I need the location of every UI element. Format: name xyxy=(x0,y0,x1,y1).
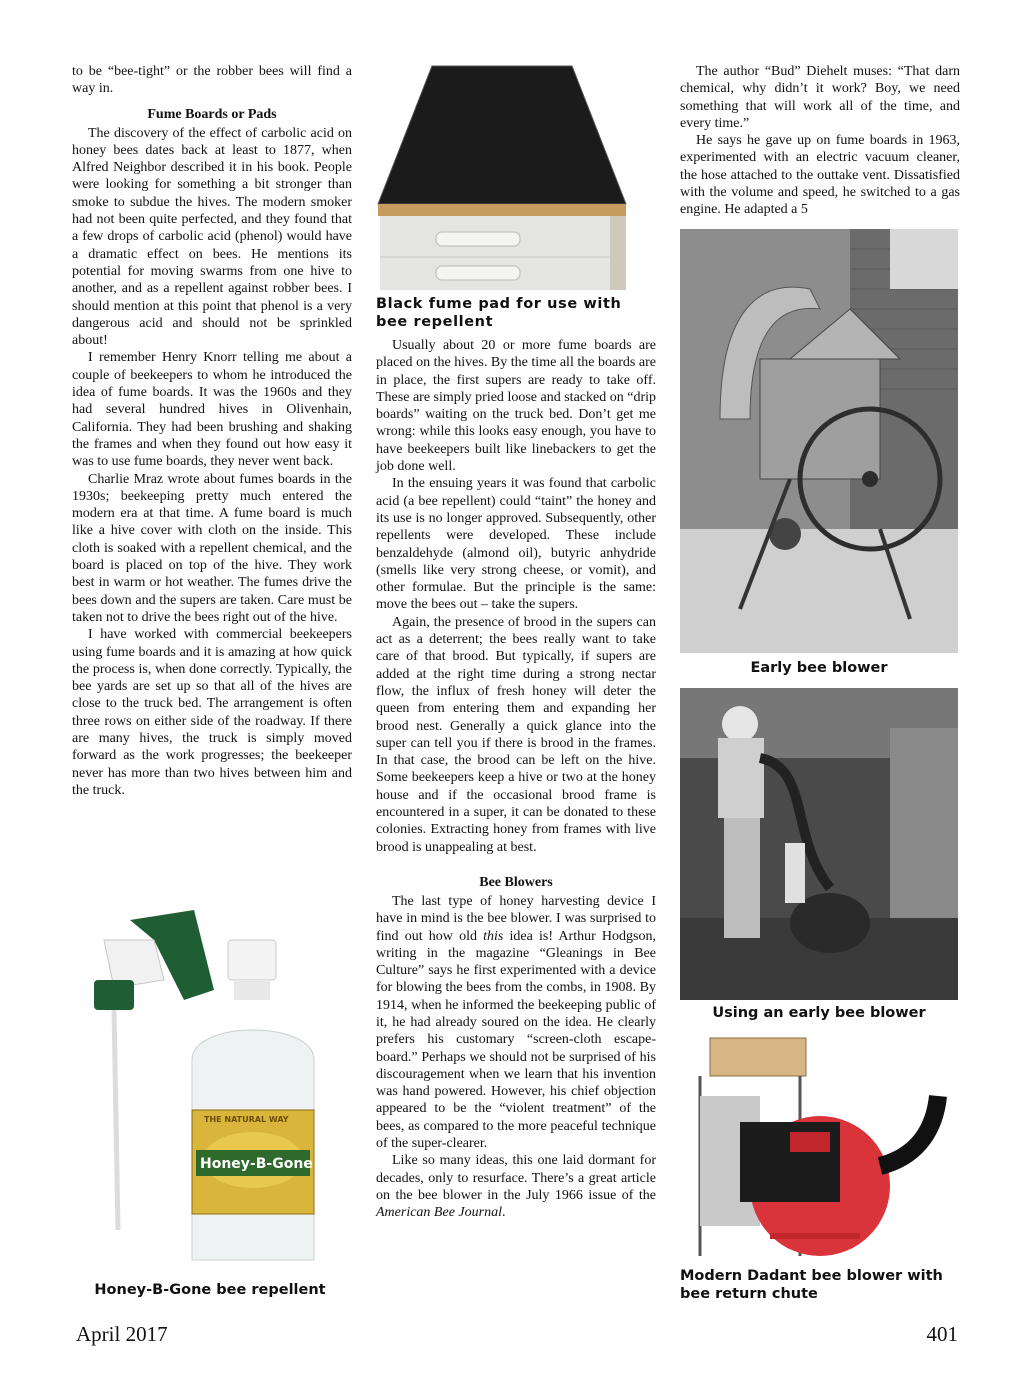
caption-using-blower: Using an early bee blower xyxy=(712,1005,926,1021)
paragraph xyxy=(376,893,656,1152)
caption-early-blower: Early bee blower xyxy=(750,660,888,676)
paragraph: Charlie Mraz wrote about fumes boards in the 1930s; beekeeping pretty much entered the modern era at that time. A fume board is much like a hive cover with cloth on the inside. This cloth is soaked with a repellent chemical, and the board is placed on top of the hive. They work best in warm or hot weather. The fumes drive the bees down and the supers are taken. Care must be taken not to drive the bees right out of the hive. xyxy=(72,471,352,625)
early-bee-blower-photo xyxy=(680,229,958,653)
using-bee-blower-image xyxy=(680,688,958,1000)
honey-b-gone-photo xyxy=(84,900,336,1272)
early-bee-blower-image xyxy=(680,229,958,653)
fume-pad-photo xyxy=(376,64,628,290)
paragraph: The author “Bud” Diehelt muses: “That darn chemical, why didn’t it work? Boy, we need something that will work all of the time, and every time.” xyxy=(680,64,960,131)
section-heading-fume-boards: Fume Boards or Pads xyxy=(147,106,277,122)
text-run: Like so many ideas, this one laid dormant for decades, only to resurface. There’s a great article on the bee blower in the July 1966 issue of the xyxy=(376,1153,656,1203)
paragraph: The discovery of the effect of carbolic acid on honey bees dates back at least to 1877, when Alfred Neighbor described it in his book. People were looking for something a bit stronger than smoke to subdue the hives. The modern smoker had not been quite perfected, and they found that a few drops of carbolic acid (phenol) would have a dramatic effect on bees. He mentions its potential for moving swarms from one hive to another, and as a repellent against robber bees. I should mention at this point that phenol is a very dangerous acid and should not be sprinkled about! xyxy=(72,125,352,349)
paragraph: He says he gave up on fume boards in 1963, experimented with an electric vacuum cleaner, the hose attached to the outtake vent. Dissatisfied with the volume and speed, he switched to a gas engine. He adapted a 5 xyxy=(680,133,960,218)
column-3 xyxy=(680,63,960,219)
honey-b-gone-image xyxy=(84,900,336,1272)
dadant-bee-blower-photo xyxy=(680,1036,958,1264)
emphasis: American Bee Journal xyxy=(376,1205,502,1221)
using-bee-blower-photo xyxy=(680,688,958,1000)
bottle-label-brand: Honey-B-Gone xyxy=(200,1156,313,1172)
emphasis: this xyxy=(483,928,504,944)
paragraph: Usually about 20 or more fume boards are placed on the hives. By the time all the boards are in place, the first supers are ready to take off. These are simply pried loose and stacked on “drip boards” waiting on the truck bed. Don’t get me wrong: while this looks easy enough, you have to have beekeepers built like linebackers to get the job done well. xyxy=(376,338,656,475)
paragraph: to be “bee-tight” or the robber bees will find a way in. xyxy=(72,64,352,97)
paragraph: Again, the presence of brood in the supers can act as a deterrent; the bees really want to take care of that brood. But typically, if supers are added at the right time during a strong nectar flow, the influx of fresh honey will deter the queen from entering them and expanding her brood nest. Generally a quick glance into the super can tell you if there is brood in the frames. In that case, the brood can be left on the hive. Some beekeepers keep a hive or two at the honey house and if the occasional brood frame is encountered in a super, it can be donated to these colonies. Extracting honey from frames with live brood is unappealing at best. xyxy=(376,614,656,855)
text-run: idea is! Arthur Hodgson, writing in the magazine “Gleanings in Bee Culture” says he first experimented with a device for blowing the bees from the combs, in 1908. By 1914, when he informed the beekeeping public of it, he had already soured on the idea. He clearly prefers his customary “screen-cloth escape-board.” Perhaps we should not be surprised of his discouragement when we learn that his invention was hand powered. However, his chief objection appeared to be the “violent treatment” of the bees, as compared to the more peaceful technique of the super-clearer. xyxy=(376,928,656,1152)
column-1 xyxy=(72,63,352,799)
paragraph: I remember Henry Knorr telling me about a couple of beekeepers to whom he introduced the idea of fume boards. It was the 1960s and they had several hundred hives in Olivenhain, California. They had been brushing and shaking the frames and when they found out how easy it was to use fume boards, they never went back. xyxy=(72,350,352,470)
caption-fume-pad: Black fume pad for use with bee repellent xyxy=(376,296,622,330)
page-number: 401 xyxy=(926,1322,958,1346)
bottle-label-top: THE NATURAL WAY xyxy=(204,1115,289,1124)
paragraph xyxy=(376,1152,656,1221)
paragraph: I have worked with commercial beekeepers using fume boards and it is amazing at how quick the process is, when done correctly. Typically, the bee yards are set up so that all of the hives are close to the truck bed. The arrangement is often three rows on either side of the roadway. If there are many hives, the truck is simply moved forward as the work progresses; the beekeeper never has more than two hives between him and the truck. xyxy=(72,627,352,798)
fume-pad-image xyxy=(376,64,628,290)
text-run: The last type of honey harvesting device I have in mind is the bee blower. I was surprised to find out how old xyxy=(376,893,656,944)
caption-dadant: Modern Dadant bee blower with bee return chute xyxy=(680,1268,943,1302)
section-heading-bee-blowers: Bee Blowers xyxy=(479,874,553,890)
text-run: . xyxy=(501,1205,506,1221)
caption-honey-b-gone: Honey-B-Gone bee repellent xyxy=(94,1282,326,1298)
dadant-bee-blower-image xyxy=(680,1036,958,1264)
column-2 xyxy=(376,337,656,1222)
paragraph: In the ensuing years it was found that carbolic acid (a bee repellent) could “taint” the honey and its use is no longer approved. Subsequently, other repellents were developed. These include benzaldehyde (almond oil), butyric anhydride (smells like very strong cheese, or vomit), and other formulae. But the principle is the same: move the bees out – take the supers. xyxy=(376,476,656,613)
footer-date: April 2017 xyxy=(76,1322,168,1346)
